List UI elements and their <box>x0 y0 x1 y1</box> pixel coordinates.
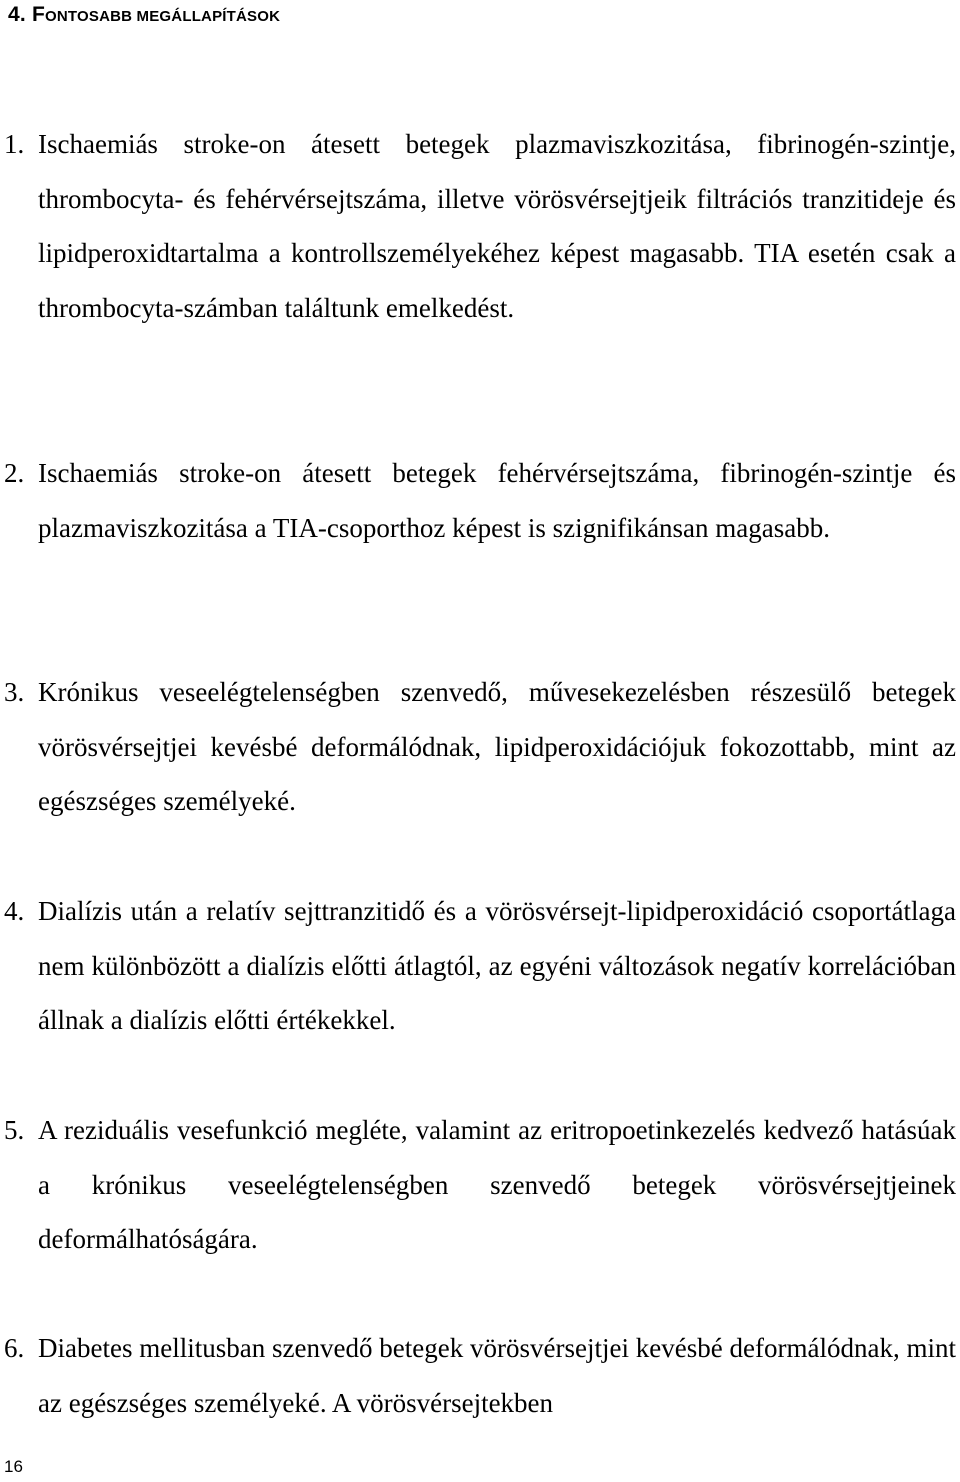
finding-text: Dialízis után a relatív sejttranzitidő és a vörösvérsejt-lipidperoxidáció csoportátlaga nem különbözött a dialízis előtti átlagtól, az egyéni változások negatív korrelációban állnak a dialízis előtti értékekkel. <box>38 896 956 1036</box>
finding-text: Ischaemiás stroke-on átesett betegek plazmaviszkozitása, fibrinogén-szintje, thrombocyta- és fehérvérsejtszáma, illetve vörösvérsejtjeik filtrációs tranzitideje és lipidperoxidtartalma a kontrollszemélyekéhez képest magasabb. TIA esetén csak a thrombocyta-számban találtunk emelkedést. <box>38 129 956 324</box>
finding-text: Ischaemiás stroke-on átesett betegek fehérvérsejtszáma, fibrinogén-szintje és plazmaviszkozitása a TIA-csoporthoz képest is szignifikánsan magasabb. <box>38 458 956 543</box>
page-number: 16 <box>4 1457 23 1476</box>
section-title-rest: ONTOSABB MEGÁLLAPÍTÁSOK <box>45 8 281 25</box>
section-number: 4. <box>8 3 26 26</box>
finding-number: 3. <box>4 677 25 707</box>
finding-number: 6. <box>4 1333 25 1363</box>
finding-text: Diabetes mellitusban szenvedő betegek vörösvérsejtjei kevésbé deformálódnak, mint az egészséges személyeké. A vörösvérsejtekben <box>38 1333 956 1418</box>
section-heading <box>8 0 280 32</box>
finding-number: 2. <box>4 458 25 488</box>
finding-text: A reziduális vesefunkció megléte, valamint az eritropoetinkezelés kedvező hatásúak a krónikus veseelégtelenségben szenvedő betegek vörösvérsejtjeinek deformálhatóságára. <box>38 1115 956 1255</box>
section-title-initial: F <box>31 3 45 26</box>
finding-number: 5. <box>4 1115 25 1145</box>
finding-number: 4. <box>4 896 25 926</box>
finding-number: 1. <box>4 129 25 159</box>
finding-text: Krónikus veseelégtelenségben szenvedő, művesekezelésben részesülő betegek vörösvérsejtjei kevésbé deformálódnak, lipidperoxidációjuk fokozottabb, mint az egészséges személyeké. <box>38 677 956 817</box>
